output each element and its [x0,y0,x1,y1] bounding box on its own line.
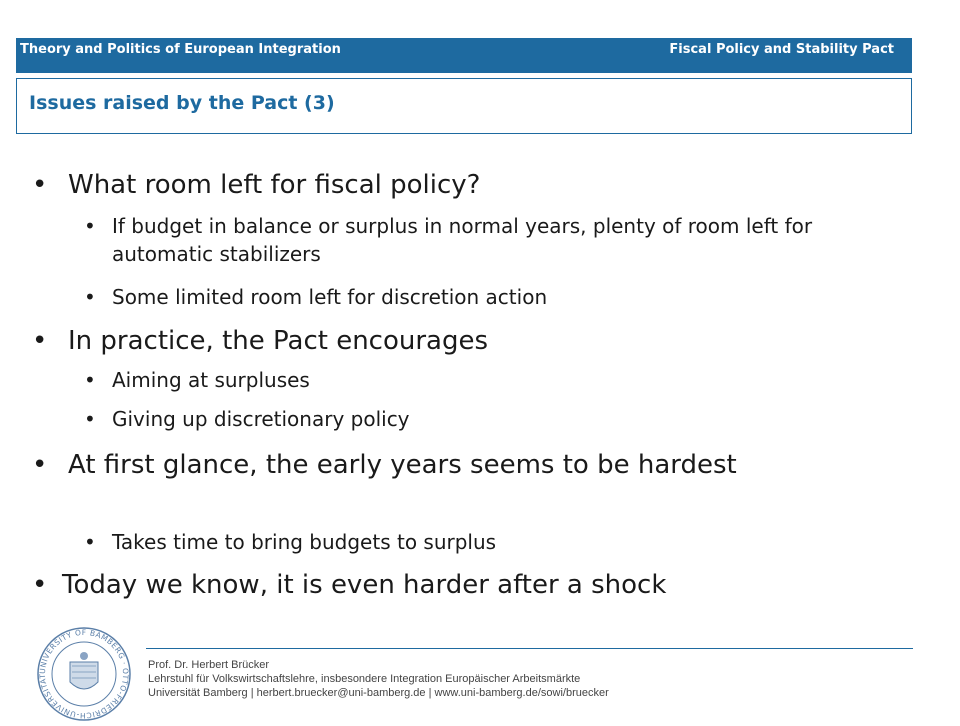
topic-title: Fiscal Policy and Stability Pact [669,42,894,57]
bullet-1-sub-1: If budget in balance or surplus in normal years, plenty of room left for automatic stabilizers [112,214,813,266]
bullet-4: Today we know, it is even harder after a shock [62,570,667,600]
bullet-dot: • [32,450,48,480]
footer-name: Prof. Dr. Herbert Brücker [148,659,270,671]
footer-divider [146,648,913,649]
bullet-3: At first glance, the early years seems to be hardest [68,450,737,480]
bullet-dot: • [32,170,48,200]
sub-bullet-dot: • [84,530,96,554]
course-title: Theory and Politics of European Integration [20,42,341,57]
university-seal-icon [36,626,132,722]
bullet-1: What room left for fiscal policy? [68,170,481,200]
bullet-1-sub-2: Some limited room left for discretion action [112,285,548,309]
bullet-2-sub-1: Aiming at surpluses [112,368,310,392]
slide-title-box [16,78,912,134]
bullet-3-sub-1: Takes time to bring budgets to surplus [112,530,497,554]
sub-bullet-dot: • [84,285,96,309]
footer-chair: Lehrstuhl für Volkswirtschaftslehre, insbesondere Integration Europäischer Arbeitsmärkte [148,673,581,685]
bullet-dot: • [32,326,48,356]
sub-bullet-dot: • [84,368,96,392]
sub-bullet-dot: • [84,214,96,238]
bullet-2-sub-2: Giving up discretionary policy [112,407,410,431]
slide-title: Issues raised by the Pact (3) [29,92,335,114]
bullet-2: In practice, the Pact encourages [68,326,489,356]
footer-contact: Universität Bamberg | herbert.bruecker@uni-bamberg.de | www.uni-bamberg.de/sowi/bruecker [148,687,609,699]
sub-bullet-dot: • [84,407,96,431]
bullet-dot: • [32,570,48,600]
svg-text:UNIVERSITY OF BAMBERG · OTTO-F: UNIVERSITY OF BAMBERG · OTTO-FRIEDRICH-UNIVERSITÄT [37,627,131,721]
header-bar [16,38,912,73]
